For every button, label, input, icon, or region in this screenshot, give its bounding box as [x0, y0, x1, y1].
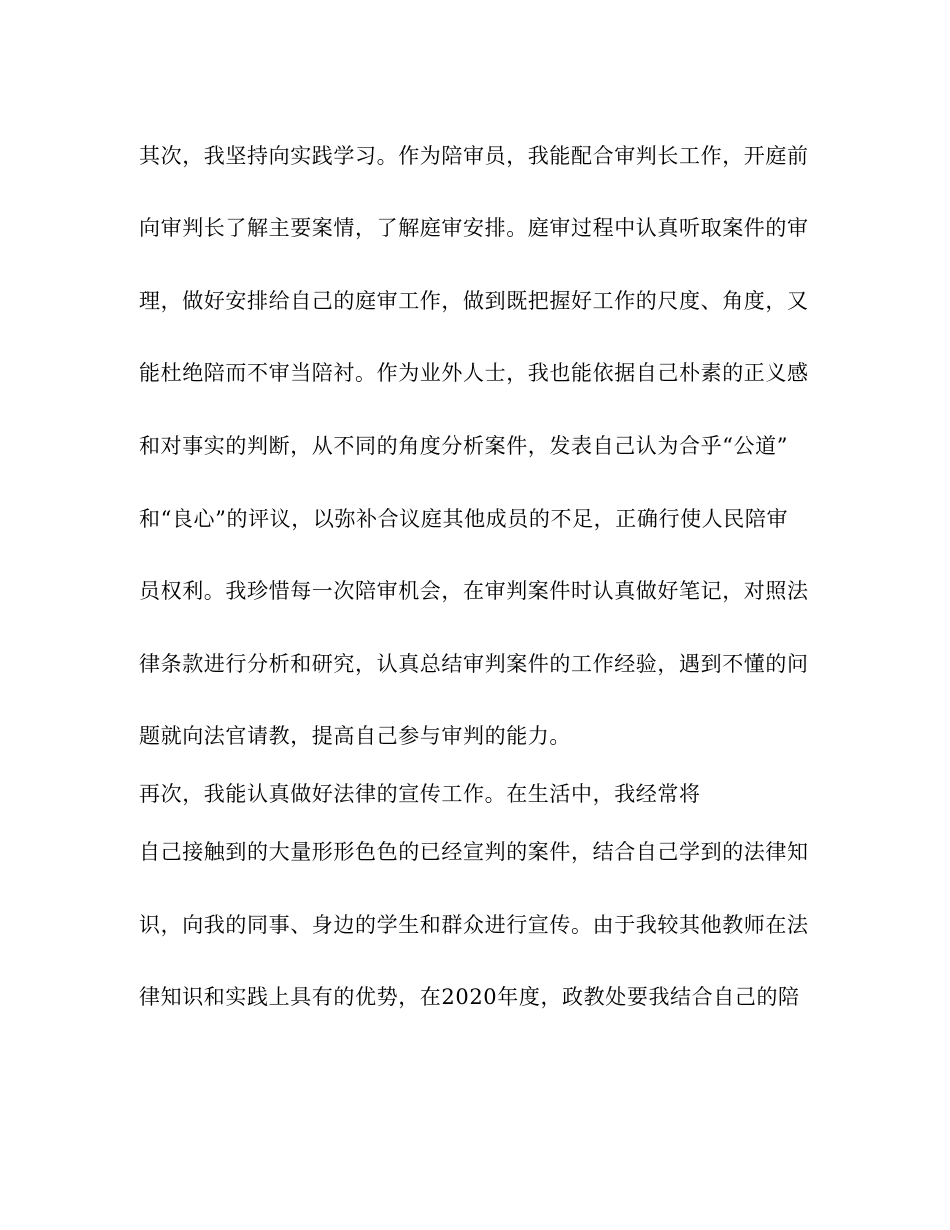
text-line: 能杜绝陪而不审当陪衬。作为业外人士，我也能依据自己朴素的正义感	[139, 361, 809, 385]
text-line: 自己接触到的大量形形色色的已经宣判的案件，结合自己学到的法律知	[139, 840, 809, 864]
text-line: 和对事实的判断，从不同的角度分析案件，发表自己认为合乎“公道”	[139, 434, 789, 458]
text-line: 其次，我坚持向实践学习。作为陪审员，我能配合审判长工作，开庭前	[139, 144, 809, 168]
text-line: 理，做好安排给自己的庭审工作，做到既把握好工作的尺度、角度，又	[139, 289, 809, 313]
text-line: 识，向我的同事、身边的学生和群众进行宣传。由于我较其他教师在法	[139, 913, 809, 937]
text-line: 题就向法官请教，提高自己参与审判的能力。	[139, 724, 571, 748]
text-line: 员权利。我珍惜每一次陪审机会，在审判案件时认真做好笔记，对照法	[139, 579, 809, 603]
text-line: 再次，我能认真做好法律的宣传工作。在生活中，我经常将	[139, 782, 701, 806]
text-line: 向审判长了解主要案情，了解庭审安排。庭审过程中认真听取案件的审	[139, 216, 809, 240]
text-line: 律条款进行分析和研究，认真总结审判案件的工作经验，遇到不懂的问	[139, 652, 809, 676]
text-line: 律知识和实践上具有的优势，在2020年度，政教处要我结合自己的陪	[139, 985, 800, 1009]
text-line: 和“良心”的评议，以弥补合议庭其他成员的不足，正确行使人民陪审	[139, 507, 789, 531]
